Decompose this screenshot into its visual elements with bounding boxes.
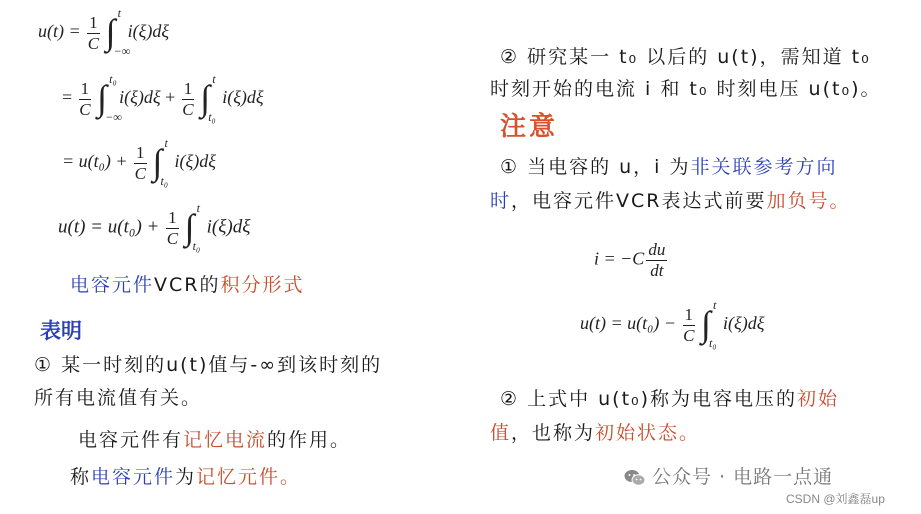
fraction-1-over-c: $\frac{1}{C}$ (683, 304, 695, 345)
equation-5: i = −C $\frac{du}{dt}$ (594, 240, 666, 280)
integral-sign: ∫ t t₀ (701, 298, 717, 350)
integral-sign: ∫ t −∞ (105, 6, 131, 58)
fraction-1-over-c: $\frac{1}{C}$ (87, 12, 100, 53)
note-1-line-2: 时，电容元件VCR表达式前要加负号。 (490, 190, 851, 212)
point-2-line-2: 时刻开始的电流 i 和 t₀ 时刻电压 u(t₀)。 (490, 78, 882, 100)
integrand: i(ξ)dξ (127, 21, 170, 42)
equation-3: = u(t₀) + $\frac{1}{C}$ ∫ t t₀ i(ξ)dξ (62, 136, 216, 188)
fraction-1-over-c: $\frac{1}{C}$ (134, 142, 146, 183)
equation-2: = $\frac{1}{C}$ ∫ t₀ −∞ i(ξ)dξ + $\frac{1}{C}$ ∫ t t₀ i(ξ)dξ (62, 72, 264, 124)
heading-zhuyi: 注意 (500, 112, 559, 142)
memory-element-line: 称电容元件为记忆元件。 (70, 466, 302, 488)
integral-sign: ∫ t t₀ (200, 72, 216, 124)
eq1-lhs: u(t) = (38, 21, 86, 42)
equation-4: u(t) = u(t₀) + $\frac{1}{C}$ ∫ t t₀ i(ξ)dξ (58, 201, 251, 253)
integral-sign: ∫ t t₀ (184, 201, 201, 253)
fraction-1-over-c: $\frac{1}{C}$ (166, 207, 179, 248)
equation-6: u(t) = u(t₀) − $\frac{1}{C}$ ∫ t t₀ i(ξ)dξ (580, 298, 765, 350)
fraction-du-dt: $\frac{du}{dt}$ (648, 240, 666, 280)
point-1-line-2: 所有电流值有关。 (34, 387, 203, 409)
integral-form-caption: 电容元件VCR的积分形式 (70, 274, 305, 296)
wechat-icon (624, 469, 646, 487)
wechat-watermark (624, 462, 833, 489)
equation-1 (38, 6, 170, 58)
note-1-line-1: ① 当电容的 u，i 为非关联参考方向 (500, 156, 838, 178)
watermark-text: 公众号 · 电路一点通 (652, 466, 834, 488)
integral-sign: ∫ t₀ −∞ (97, 72, 122, 124)
memory-current-line: 电容元件有记忆电流的作用。 (78, 429, 352, 451)
fraction-1-over-c: $\frac{1}{C}$ (182, 78, 194, 119)
fraction-1-over-c: $\frac{1}{C}$ (79, 78, 91, 119)
note-2-line-1: ② 上式中 u(t₀)称为电容电压的初始 (500, 388, 840, 410)
point-2-line-1: ② 研究某一 t₀ 以后的 u(t)，需知道 t₀ (500, 46, 871, 68)
csdn-credit: CSDN @刘鑫磊up (786, 492, 885, 506)
integral-sign: ∫ t t₀ (152, 136, 169, 188)
heading-biaoming: 表明 (40, 319, 82, 343)
point-1-line-1: ① 某一时刻的u(t)值与-∞到该时刻的 (34, 354, 383, 376)
note-2-line-2: 值，也称为初始状态。 (490, 422, 701, 444)
